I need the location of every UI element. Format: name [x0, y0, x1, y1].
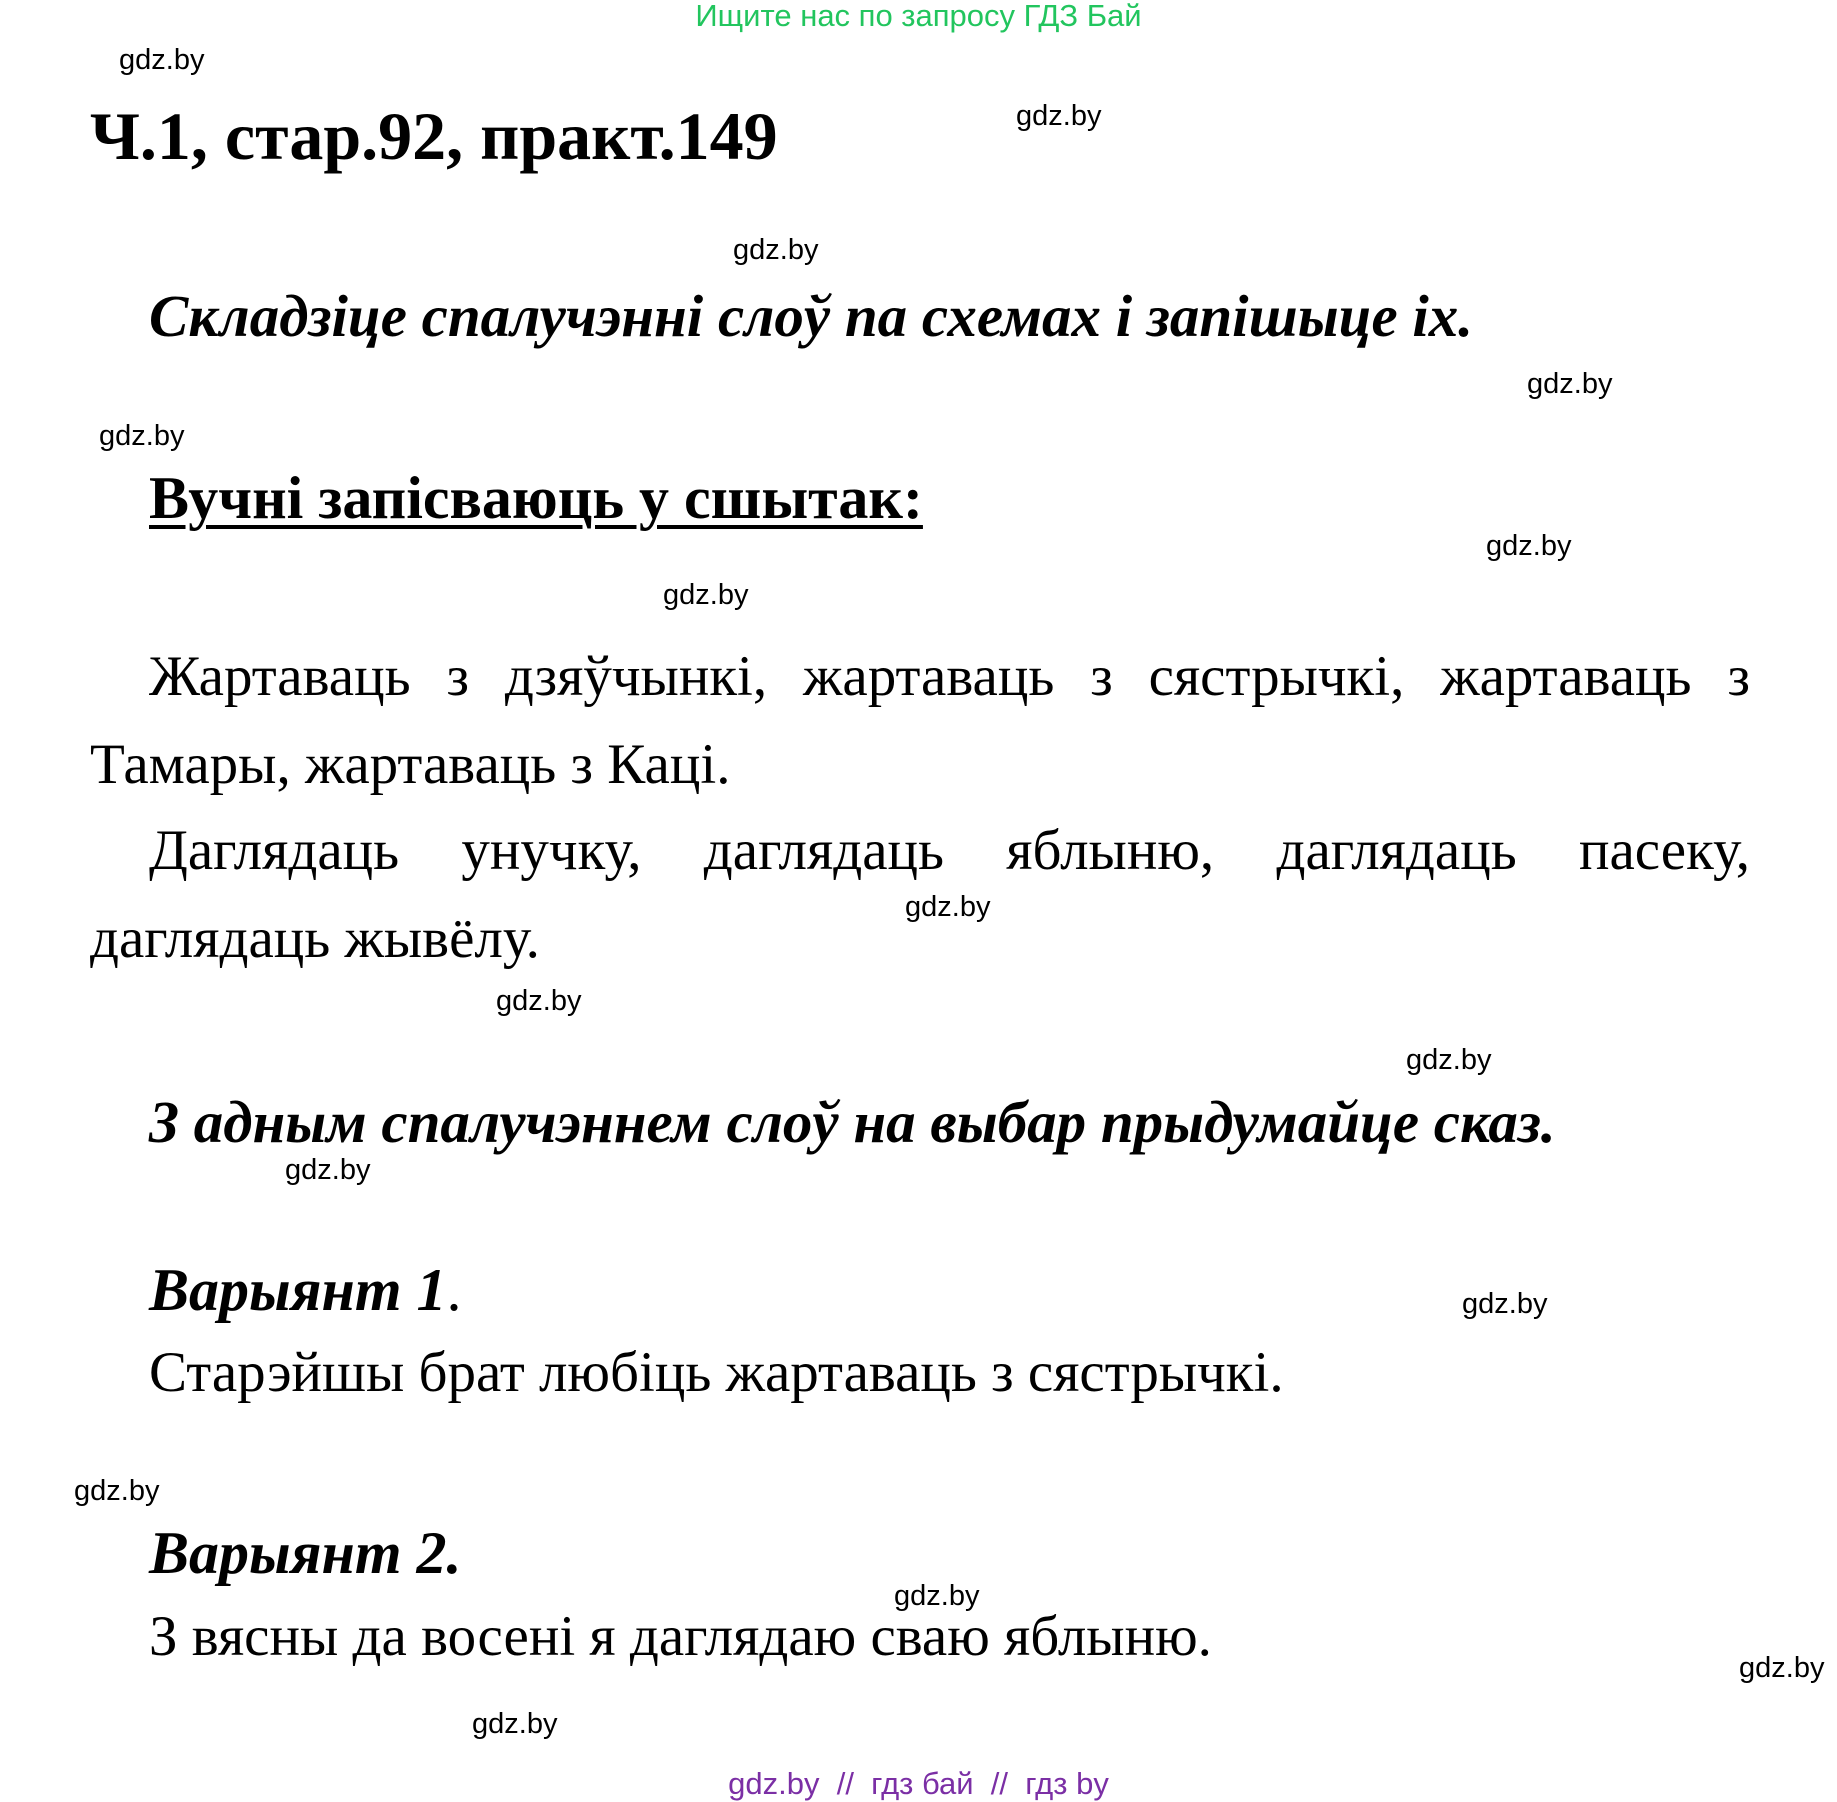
watermark: gdz.by: [285, 1154, 371, 1186]
watermark: gdz.by: [119, 44, 205, 76]
task-instruction-2: З адным спалучэннем слоў на выбар прыдумайце сказ.: [149, 1089, 1556, 1155]
watermark: gdz.by: [1527, 368, 1613, 400]
watermark: gdz.by: [1462, 1288, 1548, 1320]
watermark: gdz.by: [74, 1475, 160, 1507]
variant-2-text: З вясны да восені я даглядаю сваю яблыню.: [149, 1605, 1212, 1668]
watermark: gdz.by: [1016, 100, 1102, 132]
footer-links: gdz.by // гдз бай // гдз by: [728, 1766, 1109, 1801]
variant-1-label: Варыянт 1.: [149, 1257, 462, 1323]
task-instruction-1: Складзіце спалучэнні слоў па схемах і запішыце іх.: [149, 283, 1474, 349]
answer-paragraph-1: Жартаваць з дзяўчынкі, жартаваць з сястрычкі, жартаваць з Тамары, жартаваць з Каці.: [90, 645, 1750, 796]
variant-1-text: Старэйшы брат любіць жартаваць з сястрычкі.: [149, 1341, 1284, 1404]
watermark: gdz.by: [905, 891, 991, 923]
watermark: gdz.by: [99, 420, 185, 452]
watermark: gdz.by: [496, 985, 582, 1017]
watermark: gdz.by: [1486, 530, 1572, 562]
watermark: gdz.by: [472, 1708, 558, 1740]
page-title: Ч.1, стар.92, практ.149: [90, 98, 778, 174]
top-banner: Ищите нас по запросу ГДЗ Бай: [695, 0, 1142, 33]
watermark: gdz.by: [663, 579, 749, 611]
watermark: gdz.by: [733, 234, 819, 266]
subheading: Вучні запісваюць у сшытак:: [149, 465, 923, 531]
watermark: gdz.by: [1739, 1652, 1825, 1684]
watermark: gdz.by: [894, 1580, 980, 1612]
variant-2-label: Варыянт 2.: [149, 1520, 462, 1586]
answer-paragraph-2: Даглядаць унучку, даглядаць яблыню, даглядаць пасеку, даглядаць жывёлу.: [90, 819, 1750, 970]
watermark: gdz.by: [1406, 1044, 1492, 1076]
